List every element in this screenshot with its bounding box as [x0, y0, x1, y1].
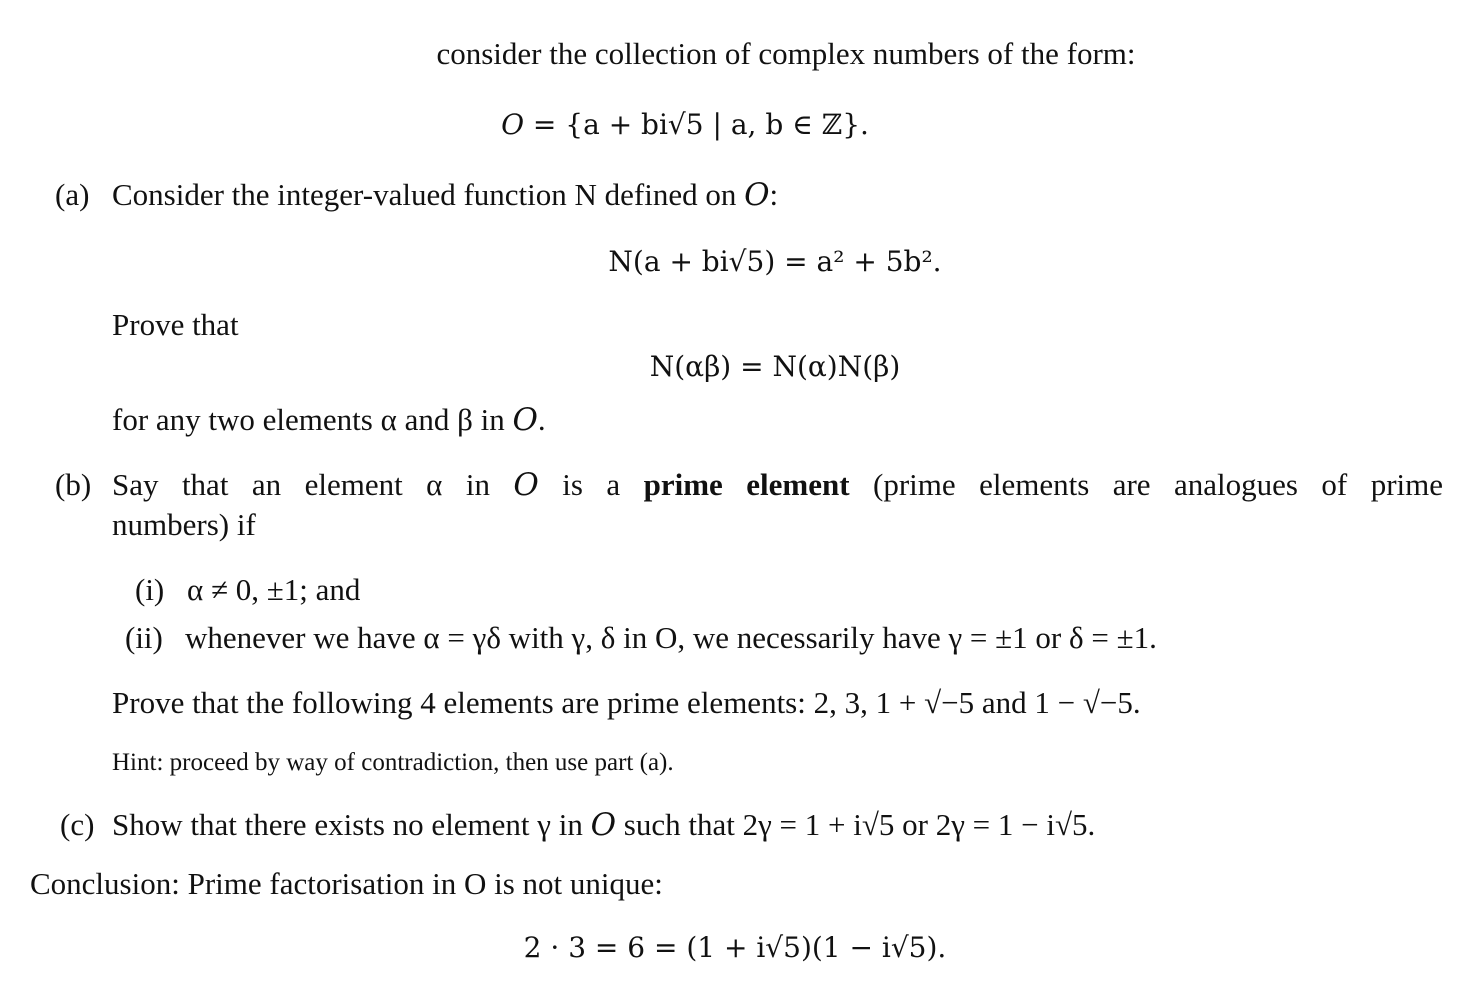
part-b-text-line2: numbers) if — [112, 507, 256, 542]
part-b-label: (b) — [55, 467, 92, 502]
condition-i-label: (i) — [135, 572, 165, 607]
set-definition: 𝑂 = {a + bi√5 | a, b ∈ ℤ}. — [501, 108, 869, 141]
conclusion-equation: 2 · 3 = 6 = (1 + i√5)(1 − i√5). — [523, 931, 947, 964]
part-b-text-post: (prime elements are analogues of prime — [873, 467, 1444, 502]
condition-ii-label: (ii) — [125, 620, 163, 655]
conclusion-text: Conclusion: Prime factorisation in O is not unique: — [30, 866, 663, 901]
part-a-label: (a) — [55, 177, 90, 212]
prime-element-term: prime element — [643, 467, 850, 502]
condition-i-text: α ≠ 0, ±1; and — [187, 572, 361, 607]
intro-text: consider the collection of complex numbers of the form: — [436, 36, 1136, 71]
part-c-text: Show that there exists no element γ in 𝑂 such that 2γ = 1 + i√5 or 2γ = 1 − i√5. — [112, 807, 1096, 842]
norm-definition: N(a + bi√5) = a² + 5b². — [608, 245, 942, 278]
for-any-text: for any two elements α and β in 𝑂. — [112, 402, 546, 437]
multiplicative-identity: N(αβ) = N(α)N(β) — [649, 350, 901, 383]
prove-that: Prove that — [112, 307, 239, 342]
part-b-prove: Prove that the following 4 elements are prime elements: 2, 3, 1 + √−5 and 1 − √−5. — [112, 685, 1141, 720]
condition-ii-text: whenever we have α = γδ with γ, δ in O, we necessarily have γ = ±1 or δ = ±1. — [185, 620, 1157, 655]
part-a-text: Consider the integer-valued function N defined on 𝑂: — [112, 177, 779, 212]
part-b-text — [112, 467, 1443, 503]
part-c-label: (c) — [60, 807, 95, 842]
part-b-text-pre: Say that an element α in 𝑂 is a — [112, 467, 621, 502]
hint-text: Hint: proceed by way of contradiction, then use part (a). — [112, 749, 674, 776]
